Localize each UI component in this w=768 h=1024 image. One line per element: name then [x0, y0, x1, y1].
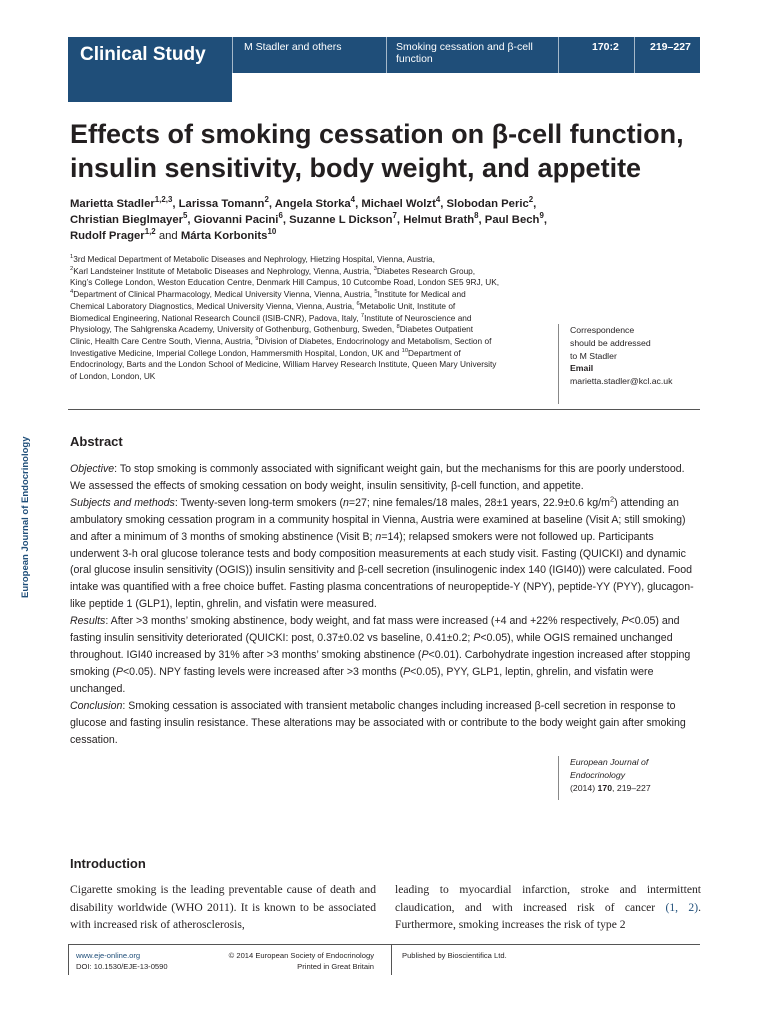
section-rule — [68, 409, 700, 410]
header-divider — [232, 37, 233, 73]
publisher-text: Published by Bioscientifica Ltd. — [402, 951, 507, 960]
citation-journal-cont: Endocrinology — [570, 769, 626, 780]
header-running-title: Smoking cessation and β-cell function — [396, 41, 533, 65]
printed-text: Printed in Great Britain — [297, 961, 374, 971]
header-authors: M Stadler and others — [244, 41, 342, 53]
copyright-text: © 2014 European Society of Endocrinology — [228, 951, 374, 960]
journal-url-link[interactable]: www.eje-online.org — [76, 951, 141, 960]
correspondence-label: Correspondence — [570, 325, 635, 335]
article-title: Effects of smoking cessation on β-cell function, insulin sensitivity, body weight, and appetite — [70, 119, 684, 183]
footer-left — [76, 951, 168, 972]
intro-column-right: leading to myocardial infarction, stroke and intermittent claudication, and with increased risk of cancer (1, 2). Furthermore, smoking increases the risk of type 2 — [395, 883, 701, 931]
correspondence-author: to M Stadler — [570, 350, 617, 361]
affiliations: $^1$3rd Medical Department of Metabolic Diseases and Nephrology, Hietzing Hospital, Vienna, Austria, $^2$Karl Landsteiner Institute of Metabolic Diseases and Nephrology, Vienna, Austria, $^3$Diabetes Research Group, King’s College London, Weston Education Centre, Denmark Hill Campus, 10 Cutcombe Road, London SE5 9RJ, UK, $^4$Department of Clinical Pharmacology, Medical University Vienna, Vienna, Austria, $^5$Institute for Medical and Chemical Laboratory Diagnostics, Medical University Vienna, Vienna, Austria, $^6$Metabolic Unit, Institute of Biomedical Engineering, National Research Council (ISIB-CNR), Padova, Italy, $^7$Institute of Neuroscience and Physiology, The Sahlgrenska Academy, University of Gothenburg, Gothenburg, Sweden, $^8$Diabetes Outpatient Clinic, Health Care Centre South, Vienna, Austria, $^9$Division of Diabetes, Endocrinology and Metabolism, Section of Investigative Medicine, Imperial College London, Hammersmith Hospital, London, UK and $^{10}$Department of Endocrinology, Barts and the London School of Medicine, William Harvey Research Institute, Queen Mary University of London, London, UK — [70, 254, 500, 382]
footer-divider — [391, 944, 392, 975]
abstract-body: Objective: To stop smoking is commonly associated with significant weight gain, but the mechanisms for this are poorly understood. We assessed the effects of smoking cessation on body weight, insulin sensitivity, β-cell function, and appetite. Subjects and methods: Twenty-seven long-term smokers (n=27; nine females/18 males, 28±1 years, 22.9±0.6 $kg/m^2$) attending an ambulatory smoking cessation program in a community hospital in Vienna, Austria were examined at baseline (Visit A; still smoking) and after a minimum of 3 months of smoking abstinence (Visit B; n=14); relapsed smokers were not followed up. Participants underwent 3-h oral glucose tolerance tests and body composition measurements at each study visit. Fasting (QUICKI) and dynamic (oral glucose insulin sensitivity (OGIS)) insulin sensitivity and β-cell secretion (insulinogenic index 140 (IGI40)) were calculated. Food intake was quantified with a free choice buffet. Fasting plasma concentrations of neuropeptide-Y (NPY), peptide-YY (PYY), glucagon-like peptide 1 (GLP1), leptin, ghrelin, and visfatin were measured. Results: After >3 months’ smoking abstinence, body weight, and fat mass were increased (+4 and +22% respectively, P<0.05) and fasting insulin sensitivity deteriorated (QUICKI: post, 0.37±0.02 vs baseline, 0.41±0.2; P<0.05), while OGIS remained unchanged throughout. IGI40 increased by 31% after >3 months’ smoking abstinence (P<0.01). Carbohydrate ingestion increased after stopping smoking (P<0.05). NPY fasting levels were increased after >3 months (P<0.05), PYY, GLP1, leptin, ghrelin, and visfatin were unchanged. Conclusion: Smoking cessation is associated with transient metabolic changes including increased β-cell secretion in response to glucose and fasting insulin resistance. These alterations may be associated with or contribute to the body weight gain after smoking cessation. — [70, 463, 694, 746]
footer-center — [206, 951, 374, 972]
intro-column-left: Cigarette smoking is the leading preventable cause of death and disability worldwide (WHO 2011). It is known to be associated with increased risk of atherosclerosis, — [70, 883, 376, 931]
header-divider — [558, 37, 559, 73]
footer-divider — [68, 944, 69, 975]
header-divider — [634, 37, 635, 73]
header-volume: 170:2 — [592, 41, 619, 53]
introduction-heading: Introduction — [70, 856, 146, 871]
citation-box — [558, 756, 710, 800]
email-address[interactable]: marietta.stadler@kcl.ac.uk — [570, 376, 673, 387]
section-label: Clinical Study — [80, 44, 206, 65]
footer-rule — [68, 944, 700, 945]
correspondence-box — [558, 324, 710, 404]
citation-reference: (2014) 170, 219–227 — [570, 782, 651, 793]
abstract-heading: Abstract — [70, 434, 123, 449]
email-label: Email — [570, 363, 594, 374]
header-pages: 219–227 — [650, 41, 691, 53]
citation-journal: European Journal of — [570, 757, 649, 767]
author-list: Marietta Stadler$^{1,2,3}$, Larissa Tomann$^2$, Angela Storka$^4$, Michael Wolzt$^4$, Slobodan Peric$^2$, Christian Bieglmayer$^5$, Giovanni Pacini$^6$, Suzanne L Dickson$^7$, Helmut Brath$^8$, Paul Bech$^9$, Rudolf Prager$^{1,2}$ and Márta Korbonits$^{10}$ — [70, 195, 547, 242]
correspondence-text: should be addressed — [570, 337, 651, 348]
header-divider — [386, 37, 387, 73]
doi-text: DOI: 10.1530/EJE-13-0590 — [76, 961, 168, 971]
journal-side-label: European Journal of Endocrinology — [20, 436, 31, 598]
